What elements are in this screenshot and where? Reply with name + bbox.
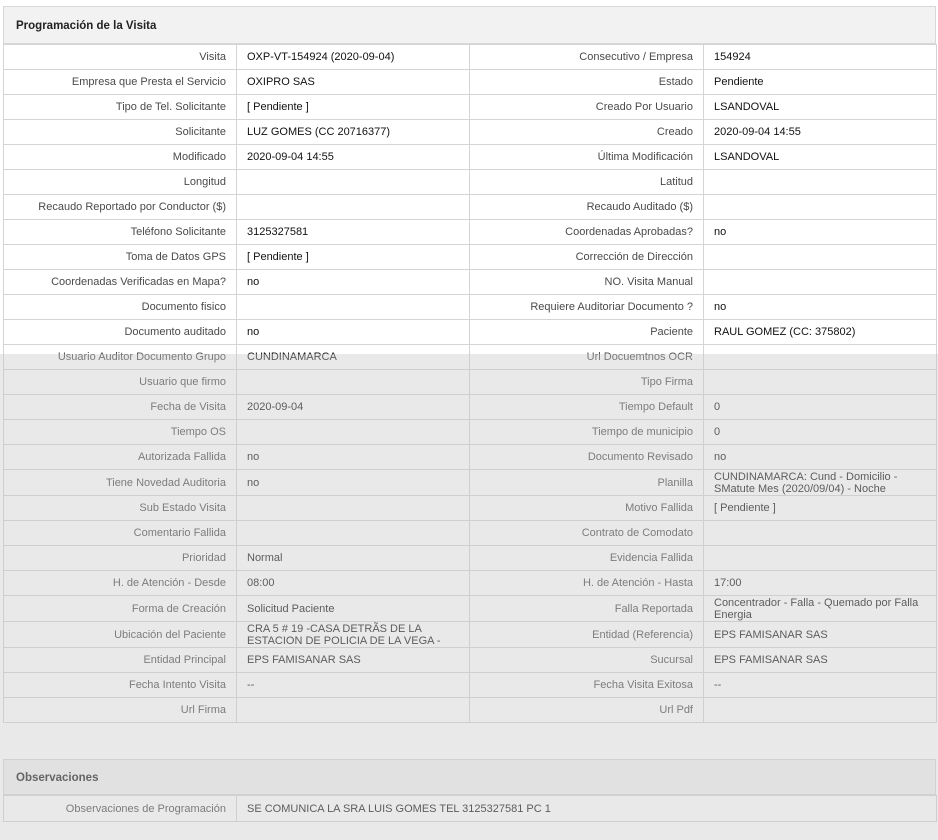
field-label: Creado bbox=[470, 120, 704, 145]
field-value: CUNDINAMARCA: Cund - Domicilio - SMatute Mes (2020/09/04) - Noche bbox=[704, 470, 937, 496]
field-label: Paciente bbox=[470, 320, 704, 345]
info-row bbox=[4, 45, 937, 70]
field-value bbox=[237, 521, 470, 546]
field-value bbox=[237, 195, 470, 220]
field-value: [ Pendiente ] bbox=[237, 95, 470, 120]
field-label: Sucursal bbox=[470, 648, 704, 673]
field-value: 2020-09-04 bbox=[237, 395, 470, 420]
info-row bbox=[4, 320, 937, 345]
field-value: no bbox=[237, 445, 470, 470]
field-label: Fecha Visita Exitosa bbox=[470, 673, 704, 698]
field-value: no bbox=[704, 295, 937, 320]
field-label: Tiempo de municipio bbox=[470, 420, 704, 445]
info-row bbox=[4, 546, 937, 571]
field-value: EPS FAMISANAR SAS bbox=[237, 648, 470, 673]
field-label: Modificado bbox=[4, 145, 237, 170]
field-label: Url Docuemtnos OCR bbox=[470, 345, 704, 370]
info-row bbox=[4, 496, 937, 521]
field-value: CUNDINAMARCA bbox=[237, 345, 470, 370]
field-value bbox=[704, 345, 937, 370]
programacion-header bbox=[3, 6, 936, 44]
field-label: Última Modificación bbox=[470, 145, 704, 170]
field-value: [ Pendiente ] bbox=[237, 245, 470, 270]
field-label: Contrato de Comodato bbox=[470, 521, 704, 546]
info-row bbox=[4, 420, 937, 445]
field-value bbox=[237, 295, 470, 320]
field-value: 0 bbox=[704, 420, 937, 445]
field-value bbox=[704, 370, 937, 395]
field-label: Url Firma bbox=[4, 698, 237, 723]
field-value bbox=[237, 420, 470, 445]
programacion-panel bbox=[3, 6, 936, 723]
field-value bbox=[237, 496, 470, 521]
field-label: Motivo Fallida bbox=[470, 496, 704, 521]
observaciones-value: SE COMUNICA LA SRA LUIS GOMES TEL 3125327581 PC 1 bbox=[237, 796, 937, 822]
field-label: Toma de Datos GPS bbox=[4, 245, 237, 270]
field-value: 2020-09-04 14:55 bbox=[237, 145, 470, 170]
observaciones-title: Observaciones bbox=[16, 772, 99, 784]
field-value: -- bbox=[704, 673, 937, 698]
field-value bbox=[704, 245, 937, 270]
field-label: Usuario que firmo bbox=[4, 370, 237, 395]
field-label: Coordenadas Verificadas en Mapa? bbox=[4, 270, 237, 295]
info-row bbox=[4, 470, 937, 496]
field-label: Entidad (Referencia) bbox=[470, 622, 704, 648]
field-value bbox=[704, 546, 937, 571]
info-row bbox=[4, 120, 937, 145]
field-value: Normal bbox=[237, 546, 470, 571]
info-row bbox=[4, 170, 937, 195]
field-label: Falla Reportada bbox=[470, 596, 704, 622]
info-row bbox=[4, 596, 937, 622]
field-label: NO. Visita Manual bbox=[470, 270, 704, 295]
field-value: [ Pendiente ] bbox=[704, 496, 937, 521]
info-row bbox=[4, 622, 937, 648]
programacion-table bbox=[3, 44, 937, 723]
field-value bbox=[704, 270, 937, 295]
info-row bbox=[4, 345, 937, 370]
field-value: 2020-09-04 14:55 bbox=[704, 120, 937, 145]
field-value bbox=[704, 170, 937, 195]
field-label: Tiempo Default bbox=[470, 395, 704, 420]
field-value: EPS FAMISANAR SAS bbox=[704, 648, 937, 673]
field-label: Autorizada Fallida bbox=[4, 445, 237, 470]
field-label: Recaudo Reportado por Conductor ($) bbox=[4, 195, 237, 220]
observaciones-row bbox=[4, 796, 937, 822]
field-label: Documento auditado bbox=[4, 320, 237, 345]
field-label: Recaudo Auditado ($) bbox=[470, 195, 704, 220]
field-label: Documento fisico bbox=[4, 295, 237, 320]
field-value: LSANDOVAL bbox=[704, 95, 937, 120]
field-label: Fecha de Visita bbox=[4, 395, 237, 420]
info-row bbox=[4, 445, 937, 470]
field-value: no bbox=[237, 270, 470, 295]
field-label: Teléfono Solicitante bbox=[4, 220, 237, 245]
field-label: Requiere Auditoriar Documento ? bbox=[470, 295, 704, 320]
field-value: LUZ GOMES (CC 20716377) bbox=[237, 120, 470, 145]
field-label: Fecha Intento Visita bbox=[4, 673, 237, 698]
field-value: EPS FAMISANAR SAS bbox=[704, 622, 937, 648]
observaciones-label: Observaciones de Programación bbox=[4, 796, 237, 822]
field-value: 17:00 bbox=[704, 571, 937, 596]
field-label: Consecutivo / Empresa bbox=[470, 45, 704, 70]
field-value: 08:00 bbox=[237, 571, 470, 596]
info-row bbox=[4, 571, 937, 596]
info-row bbox=[4, 245, 937, 270]
field-label: Forma de Creación bbox=[4, 596, 237, 622]
field-value: Solicitud Paciente bbox=[237, 596, 470, 622]
field-value: OXP-VT-154924 (2020-09-04) bbox=[237, 45, 470, 70]
field-label: Corrección de Dirección bbox=[470, 245, 704, 270]
field-value bbox=[704, 195, 937, 220]
field-label: Tipo Firma bbox=[470, 370, 704, 395]
field-label: Coordenadas Aprobadas? bbox=[470, 220, 704, 245]
field-label: Solicitante bbox=[4, 120, 237, 145]
field-label: Longitud bbox=[4, 170, 237, 195]
field-label: H. de Atención - Desde bbox=[4, 571, 237, 596]
field-value bbox=[237, 370, 470, 395]
field-value: no bbox=[704, 445, 937, 470]
field-value: LSANDOVAL bbox=[704, 145, 937, 170]
field-label: Tiempo OS bbox=[4, 420, 237, 445]
field-label: Empresa que Presta el Servicio bbox=[4, 70, 237, 95]
field-value: Concentrador - Falla - Quemado por Falla Energia bbox=[704, 596, 937, 622]
info-row bbox=[4, 95, 937, 120]
field-label: H. de Atención - Hasta bbox=[470, 571, 704, 596]
info-row bbox=[4, 395, 937, 420]
observaciones-table bbox=[3, 795, 937, 822]
field-value: CRA 5 # 19 -CASA DETRÃS DE LA ESTACION DE POLICIA DE LA VEGA - bbox=[237, 622, 470, 648]
field-label: Creado Por Usuario bbox=[470, 95, 704, 120]
field-value bbox=[237, 698, 470, 723]
info-row bbox=[4, 648, 937, 673]
info-row bbox=[4, 220, 937, 245]
field-value: 3125327581 bbox=[237, 220, 470, 245]
info-row bbox=[4, 521, 937, 546]
field-label: Url Pdf bbox=[470, 698, 704, 723]
field-label: Comentario Fallida bbox=[4, 521, 237, 546]
programacion-rows bbox=[4, 45, 937, 723]
field-label: Ubicación del Paciente bbox=[4, 622, 237, 648]
field-value bbox=[704, 698, 937, 723]
field-label: Usuario Auditor Documento Grupo bbox=[4, 345, 237, 370]
field-label: Visita bbox=[4, 45, 237, 70]
info-row bbox=[4, 145, 937, 170]
field-value: no bbox=[704, 220, 937, 245]
field-label: Entidad Principal bbox=[4, 648, 237, 673]
observaciones-header bbox=[3, 759, 936, 795]
field-label: Estado bbox=[470, 70, 704, 95]
info-row bbox=[4, 270, 937, 295]
observaciones-panel bbox=[3, 759, 936, 822]
field-label: Evidencia Fallida bbox=[470, 546, 704, 571]
field-label: Documento Revisado bbox=[470, 445, 704, 470]
info-row bbox=[4, 70, 937, 95]
field-value: 154924 bbox=[704, 45, 937, 70]
field-value bbox=[237, 170, 470, 195]
info-row bbox=[4, 698, 937, 723]
field-label: Prioridad bbox=[4, 546, 237, 571]
field-value: RAUL GOMEZ (CC: 375802) bbox=[704, 320, 937, 345]
field-value bbox=[704, 521, 937, 546]
field-value: OXIPRO SAS bbox=[237, 70, 470, 95]
field-value: no bbox=[237, 320, 470, 345]
field-value: 0 bbox=[704, 395, 937, 420]
field-label: Tiene Novedad Auditoria bbox=[4, 470, 237, 496]
info-row bbox=[4, 295, 937, 320]
field-label: Tipo de Tel. Solicitante bbox=[4, 95, 237, 120]
programacion-title: Programación de la Visita bbox=[16, 20, 157, 32]
info-row bbox=[4, 370, 937, 395]
field-value: -- bbox=[237, 673, 470, 698]
info-row bbox=[4, 195, 937, 220]
field-label: Sub Estado Visita bbox=[4, 496, 237, 521]
field-label: Planilla bbox=[470, 470, 704, 496]
field-label: Latitud bbox=[470, 170, 704, 195]
info-row bbox=[4, 673, 937, 698]
field-value: Pendiente bbox=[704, 70, 937, 95]
field-value: no bbox=[237, 470, 470, 496]
